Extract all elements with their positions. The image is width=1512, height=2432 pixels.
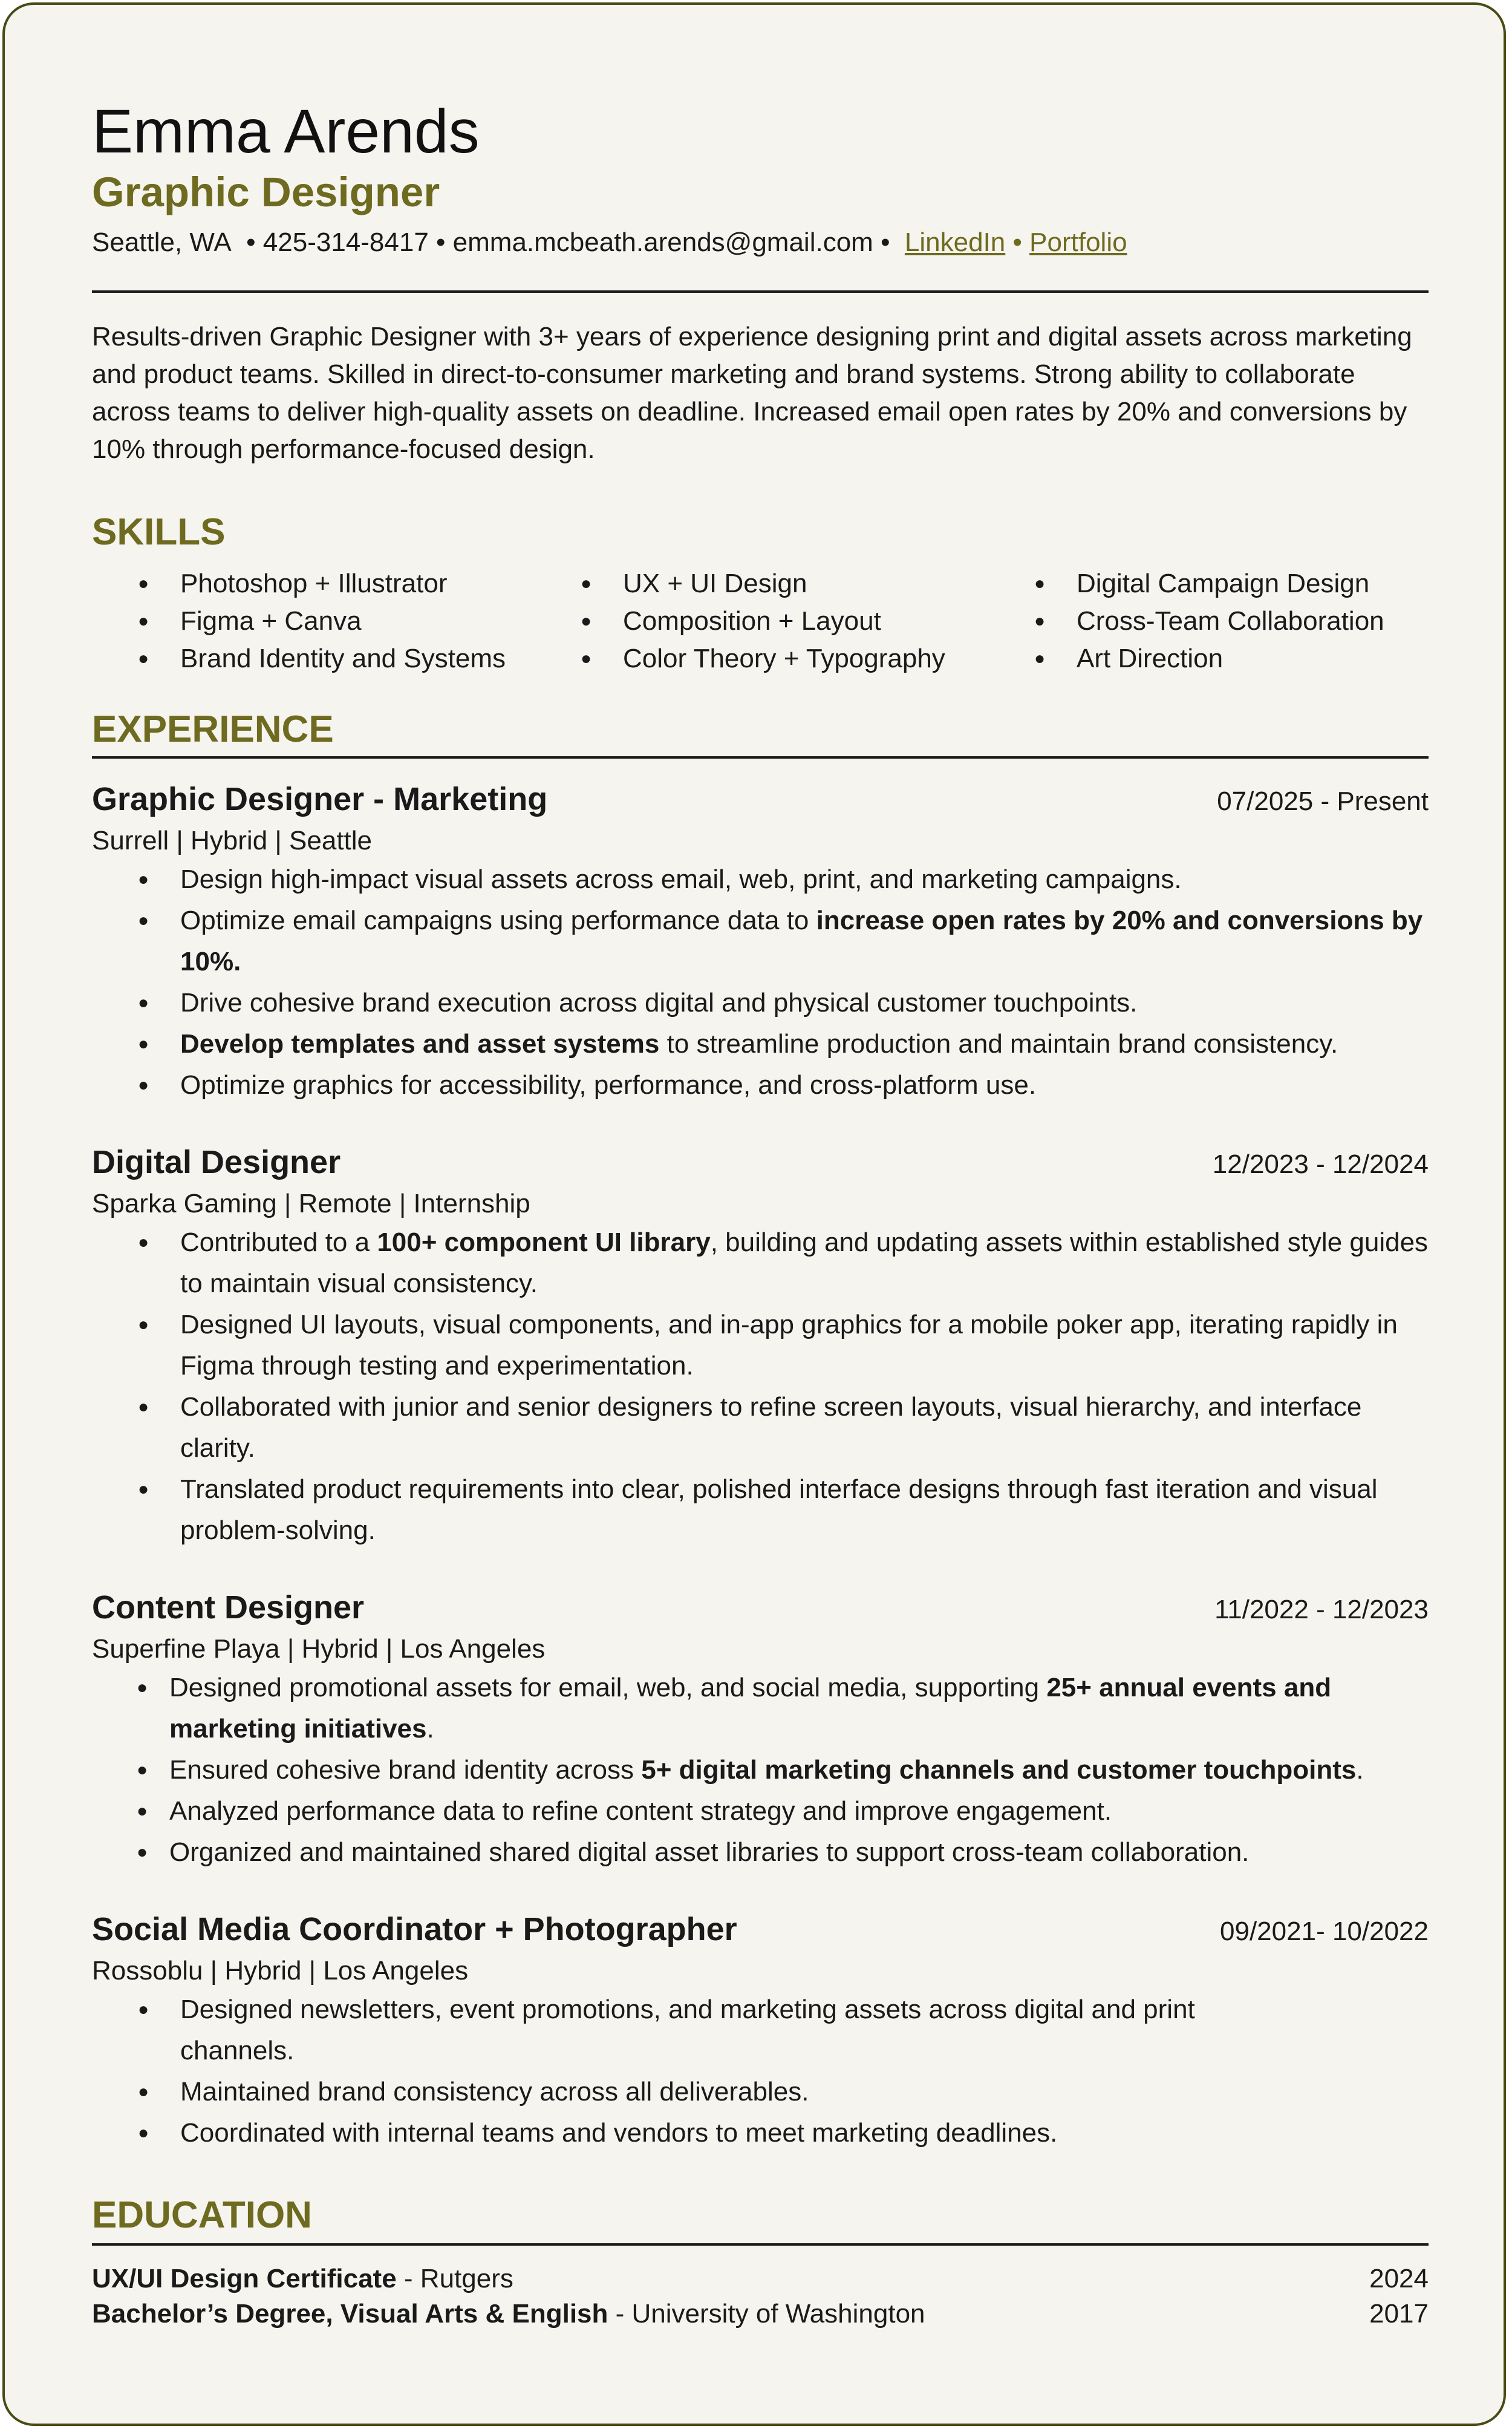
resume-page xyxy=(2,2,1506,2426)
job-bullet xyxy=(92,1667,1429,1750)
job-bullet xyxy=(92,1065,1429,1106)
experience-divider xyxy=(92,756,1429,759)
resume-content xyxy=(92,96,1429,2332)
job-company: Surrell | Hybrid | Seattle xyxy=(92,826,373,855)
contact-separator: • xyxy=(436,227,446,257)
bullet-text: Optimize graphics for accessibility, performance, and cross-platform use. xyxy=(180,1070,1037,1100)
job-bullet xyxy=(92,1832,1429,1873)
experience-heading: EXPERIENCE xyxy=(92,708,334,750)
contact-separator: • xyxy=(881,227,890,257)
contact-separator: • xyxy=(1012,227,1022,257)
bullet-highlight: Develop templates and asset systems xyxy=(180,1029,660,1059)
skill-item: ● Cross-Team Collaboration xyxy=(988,603,1384,640)
summary-paragraph: Results-driven Graphic Designer with 3+ years of experience designing print and digital assets across marketing and product teams. Skilled in direct-to-consumer marketing and brand systems. Strong ability to collaborate across teams to deliver high-quality assets on deadline. Increased email open rates by 20% and conversions by 10% through performance-focused design. xyxy=(92,322,1412,464)
bullet-text: Designed UI layouts, visual components, and in-app graphics for a mobile poker app, iterating rapidly in Figma through testing and experimentation. xyxy=(180,1310,1398,1381)
education-degree: Bachelor’s Degree, Visual Arts & English xyxy=(92,2299,608,2329)
job-bullets xyxy=(92,859,1429,1106)
portfolio-link[interactable]: Portfolio xyxy=(1029,227,1127,257)
bullet-highlight: 100+ component UI library xyxy=(377,1227,711,1257)
education-year: 2024 xyxy=(1369,2264,1429,2293)
skills-column-2 xyxy=(535,565,988,678)
job-bullet xyxy=(92,2071,1302,2113)
skills-list xyxy=(92,565,1429,678)
bullet-text: . xyxy=(1356,1755,1364,1785)
bullet-text: Designed newsletters, event promotions, and marketing assets across digital and print channels. xyxy=(180,1995,1195,2065)
job-bullets xyxy=(92,1222,1429,1551)
header-divider xyxy=(92,290,1429,293)
bullet-text: Maintained brand consistency across all deliverables. xyxy=(180,2077,809,2107)
contact-separator: • xyxy=(246,227,256,257)
skill-item: ● Color Theory + Typography xyxy=(535,640,988,678)
skills-column-1 xyxy=(92,565,535,678)
bullet-text: Design high-impact visual assets across email, web, print, and marketing campaigns. xyxy=(180,865,1182,894)
skill-item: ● Figma + Canva xyxy=(92,603,535,640)
job-bullet xyxy=(92,1024,1429,1065)
job-title: Content Designer xyxy=(92,1589,365,1626)
job-title: Graphic Designer - Marketing xyxy=(92,781,548,817)
job-bullet xyxy=(92,982,1429,1024)
job-company: Rossoblu | Hybrid | Los Angeles xyxy=(92,1956,469,1986)
education-degree: UX/UI Design Certificate xyxy=(92,2264,397,2293)
education-school: - University of Washington xyxy=(608,2299,925,2329)
job-bullet xyxy=(92,1750,1429,1791)
bullet-text: to streamline production and maintain brand consistency. xyxy=(659,1029,1338,1059)
skill-item: ● UX + UI Design xyxy=(535,565,988,603)
job-bullet xyxy=(92,1791,1429,1832)
job-title: Social Media Coordinator + Photographer xyxy=(92,1911,737,1947)
job-bullet xyxy=(92,900,1429,982)
linkedin-link[interactable]: LinkedIn xyxy=(904,227,1006,257)
contact-line xyxy=(92,223,1429,263)
job-entry xyxy=(92,1908,1429,2154)
job-dates: 12/2023 - 12/2024 xyxy=(1212,1149,1429,1179)
job-header xyxy=(92,1586,1429,1631)
job-bullet xyxy=(92,2113,1302,2154)
skills-column-3 xyxy=(988,565,1384,678)
job-company: Sparka Gaming | Remote | Internship xyxy=(92,1189,530,1218)
job-bullet xyxy=(92,1469,1429,1551)
skills-heading: SKILLS xyxy=(92,511,226,553)
job-bullet xyxy=(92,1989,1302,2071)
education-item xyxy=(92,2296,1429,2332)
bullet-highlight: increase open rates by 20% and conversions by 10%. xyxy=(180,906,1423,976)
education-year: 2017 xyxy=(1369,2299,1429,2329)
bullet-text: , building and updating assets within established style guides to maintain visual consistency. xyxy=(180,1227,1429,1298)
education-entry xyxy=(92,2296,925,2332)
job-bullets xyxy=(92,1667,1429,1873)
contact-phone: 425-314-8417 xyxy=(262,227,429,257)
job-dates: 11/2022 - 12/2023 xyxy=(1214,1595,1429,1624)
bullet-text: Analyzed performance data to refine content strategy and improve engagement. xyxy=(169,1796,1112,1826)
job-bullet xyxy=(92,1304,1429,1387)
job-entry xyxy=(92,1586,1429,1873)
skill-item: ● Digital Campaign Design xyxy=(988,565,1384,603)
bullet-text: Collaborated with junior and senior designers to refine screen layouts, visual hierarchy, and interface clarity. xyxy=(180,1392,1362,1463)
candidate-title: Graphic Designer xyxy=(92,169,440,215)
education-heading: EDUCATION xyxy=(92,2194,312,2236)
job-entry xyxy=(92,778,1429,1106)
job-bullets xyxy=(92,1989,1302,2154)
education-school: - Rutgers xyxy=(396,2264,513,2293)
bullet-highlight: 5+ digital marketing channels and customer touchpoints xyxy=(641,1755,1357,1785)
skill-item: ● Art Direction xyxy=(988,640,1384,678)
job-bullet xyxy=(92,1387,1429,1469)
skill-item: ● Photoshop + Illustrator xyxy=(92,565,535,603)
bullet-text: Drive cohesive brand execution across digital and physical customer touchpoints. xyxy=(180,988,1138,1018)
bullet-highlight: 25+ annual events and marketing initiatives xyxy=(169,1673,1332,1744)
job-entry xyxy=(92,1141,1429,1551)
job-dates: 07/2025 - Present xyxy=(1217,786,1429,816)
job-header xyxy=(92,1908,1429,1953)
skill-item: ● Brand Identity and Systems xyxy=(92,640,535,678)
job-title: Digital Designer xyxy=(92,1144,341,1180)
bullet-text: Optimize email campaigns using performance data to xyxy=(180,906,816,935)
bullet-text: Organized and maintained shared digital asset libraries to support cross-team collaboration. xyxy=(169,1837,1250,1867)
job-header xyxy=(92,1141,1429,1186)
bullet-text: Contributed to a xyxy=(180,1227,377,1257)
bullet-text: Designed promotional assets for email, web, and social media, supporting xyxy=(169,1673,1047,1702)
job-bullet xyxy=(92,859,1429,900)
bullet-text: . xyxy=(426,1714,434,1744)
candidate-name: Emma Arends xyxy=(92,97,480,166)
job-header xyxy=(92,778,1429,823)
job-bullet xyxy=(92,1222,1429,1304)
skill-item: ● Composition + Layout xyxy=(535,603,988,640)
education-entry xyxy=(92,2261,513,2296)
education-item xyxy=(92,2261,1429,2296)
bullet-text: Ensured cohesive brand identity across xyxy=(169,1755,642,1785)
contact-email: emma.mcbeath.arends@gmail.com xyxy=(452,227,873,257)
contact-location: Seattle, WA xyxy=(92,227,232,257)
job-dates: 09/2021- 10/2022 xyxy=(1220,1917,1429,1946)
bullet-text: Coordinated with internal teams and vendors to meet marketing deadlines. xyxy=(180,2118,1058,2148)
bullet-text: Translated product requirements into clear, polished interface designs through fast iteration and visual problem-solving. xyxy=(180,1474,1378,1545)
job-company: Superfine Playa | Hybrid | Los Angeles xyxy=(92,1634,546,1664)
education-divider xyxy=(92,2243,1429,2246)
